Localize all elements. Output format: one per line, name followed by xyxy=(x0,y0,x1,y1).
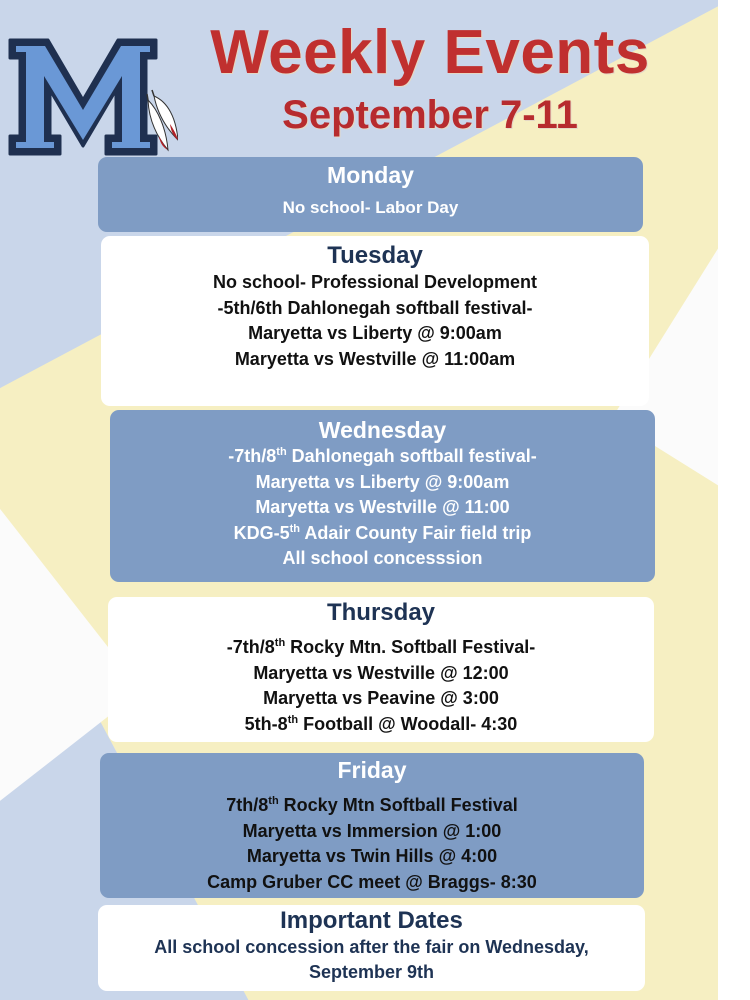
day-card-thursday xyxy=(108,597,654,742)
event-line: Maryetta vs Immersion @ 1:00 xyxy=(242,820,502,841)
event-line: All school concesssion xyxy=(282,548,483,568)
important-line: September 9th xyxy=(308,962,435,982)
day-heading: Friday xyxy=(337,757,407,783)
day-heading: Tuesday xyxy=(327,242,423,269)
important-line: All school concession after the fair on Wednesday, xyxy=(154,937,589,957)
page-subtitle: September 7-11 xyxy=(282,93,578,137)
event-line: -5th/6th Dahlonegah softball festival- xyxy=(217,297,533,318)
event-line: Maryetta vs Liberty @ 9:00am xyxy=(255,471,510,492)
background-edge xyxy=(718,0,750,1000)
event-line: No school- Professional Development xyxy=(212,272,538,292)
event-line: Maryetta vs Peavine @ 3:00 xyxy=(263,688,499,708)
event-line: Maryetta vs Westville @ 12:00 xyxy=(253,662,509,683)
day-heading: Monday xyxy=(327,162,414,188)
important-dates-heading: Important Dates xyxy=(280,907,463,934)
day-card-monday xyxy=(98,157,643,232)
event-line: Maryetta vs Westville @ 11:00am xyxy=(234,348,516,369)
day-card-wednesday xyxy=(110,410,655,582)
logo-letter: M xyxy=(70,68,71,69)
event-line: Maryetta vs Twin Hills @ 4:00 xyxy=(246,846,498,866)
event-line: Camp Gruber CC meet @ Braggs- 8:30 xyxy=(207,871,537,892)
header xyxy=(180,18,680,138)
day-heading: Thursday xyxy=(326,599,436,626)
day-card-tuesday xyxy=(101,236,649,406)
important-dates-card xyxy=(98,905,645,991)
page-title: Weekly Events xyxy=(210,18,650,87)
school-logo xyxy=(8,38,178,158)
day-card-friday xyxy=(100,753,644,898)
event-line: KDG-5th Adair County Fair field trip xyxy=(233,522,532,543)
event-line: No school- Labor Day xyxy=(282,198,459,217)
event-line: Maryetta vs Westville @ 11:00 xyxy=(255,497,510,517)
event-line: -7th/8th Dahlonegah softball festival- xyxy=(228,446,537,466)
event-line: Maryetta vs Liberty @ 9:00am xyxy=(248,323,502,343)
event-line: 5th-8th Football @ Woodall- 4:30 xyxy=(244,713,518,734)
day-heading: Wednesday xyxy=(318,417,447,443)
event-line: 7th/8th Rocky Mtn Softball Festival xyxy=(226,795,518,815)
event-line: -7th/8th Rocky Mtn. Softball Festival- xyxy=(226,637,536,657)
